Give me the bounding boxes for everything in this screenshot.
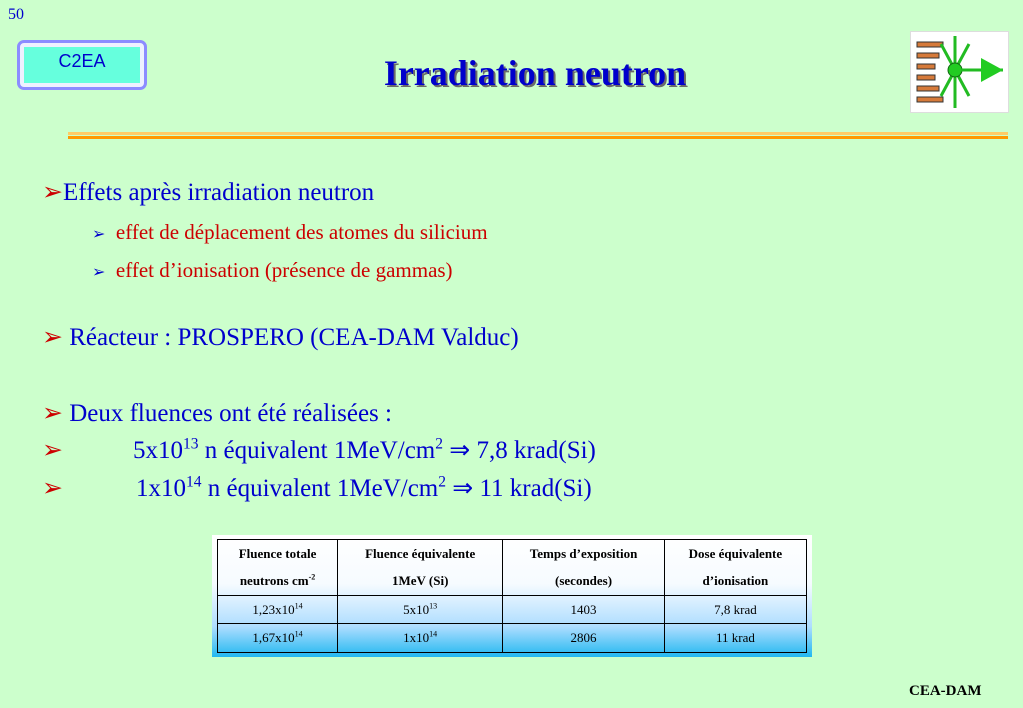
arrow-bullet-icon: ➢ [42, 473, 63, 502]
table-header-cell: Dose équivalente d’ionisation [664, 540, 806, 596]
table-cell: 1403 [503, 595, 665, 624]
table-header-cell: Fluence équivalente 1MeV (Si) [338, 540, 503, 596]
bullet-fluences: ➢ Deux fluences ont été réalisées : [42, 398, 392, 427]
arrow-bullet-icon: ➢ [42, 398, 63, 427]
bullet-effects: ➢Effets après irradiation neutron [42, 177, 375, 206]
implies-icon: ⇒ [449, 435, 471, 464]
table-cell: 2806 [503, 624, 665, 653]
sub-bullet-displacement: ➢ effet de déplacement des atomes du silicium [92, 220, 488, 244]
table-cell: 7,8 krad [664, 595, 806, 624]
arrow-bullet-icon: ➢ [42, 177, 63, 206]
sub-bullet-ionisation: ➢ effet d’ionisation (présence de gammas) [92, 258, 453, 282]
title-rule [68, 136, 1008, 139]
table-header-cell: Fluence totale neutrons $cm^{-2}$ [218, 540, 338, 596]
bullet-fluence-1: ➢ $5x10^{13}$ n équivalent $1MeV/cm^2$ ⇒ 7,8 krad(Si) [42, 435, 596, 464]
arrow-bullet-icon: ➢ [92, 262, 106, 281]
cea-logo [910, 31, 1009, 113]
badge-label: C2EA [24, 47, 140, 83]
table-header-cell: Temps d’exposition (secondes) [503, 540, 665, 596]
arrow-bullet-icon: ➢ [42, 435, 63, 464]
table-cell: $1,67x10^{14}$ [218, 624, 338, 653]
slide-title: Irradiation neutron [383, 53, 687, 93]
table-cell: $1x10^{14}$ [338, 624, 503, 653]
logo-graphic [911, 32, 1008, 112]
table-row [218, 595, 807, 624]
bullet-fluence-2: ➢ $1x10^{14}$ n équivalent $1MeV/cm^2$ ⇒ 11 krad(Si) [42, 473, 592, 502]
page-number: 50 [8, 6, 24, 23]
table-cell: $5x10^{13}$ [338, 595, 503, 624]
bullet-reactor: ➢ Réacteur : PROSPERO (CEA-DAM Valduc) [42, 322, 519, 351]
table-header-row [218, 540, 807, 596]
implies-icon: ⇒ [452, 473, 474, 502]
fluence-table [212, 535, 812, 657]
table-cell: $1,23x10^{14}$ [218, 595, 338, 624]
table-cell: 11 krad [664, 624, 806, 653]
table-row [218, 624, 807, 653]
footer-label: CEA-DAM [909, 683, 982, 699]
arrow-bullet-icon: ➢ [42, 322, 63, 351]
arrow-bullet-icon: ➢ [92, 224, 106, 243]
